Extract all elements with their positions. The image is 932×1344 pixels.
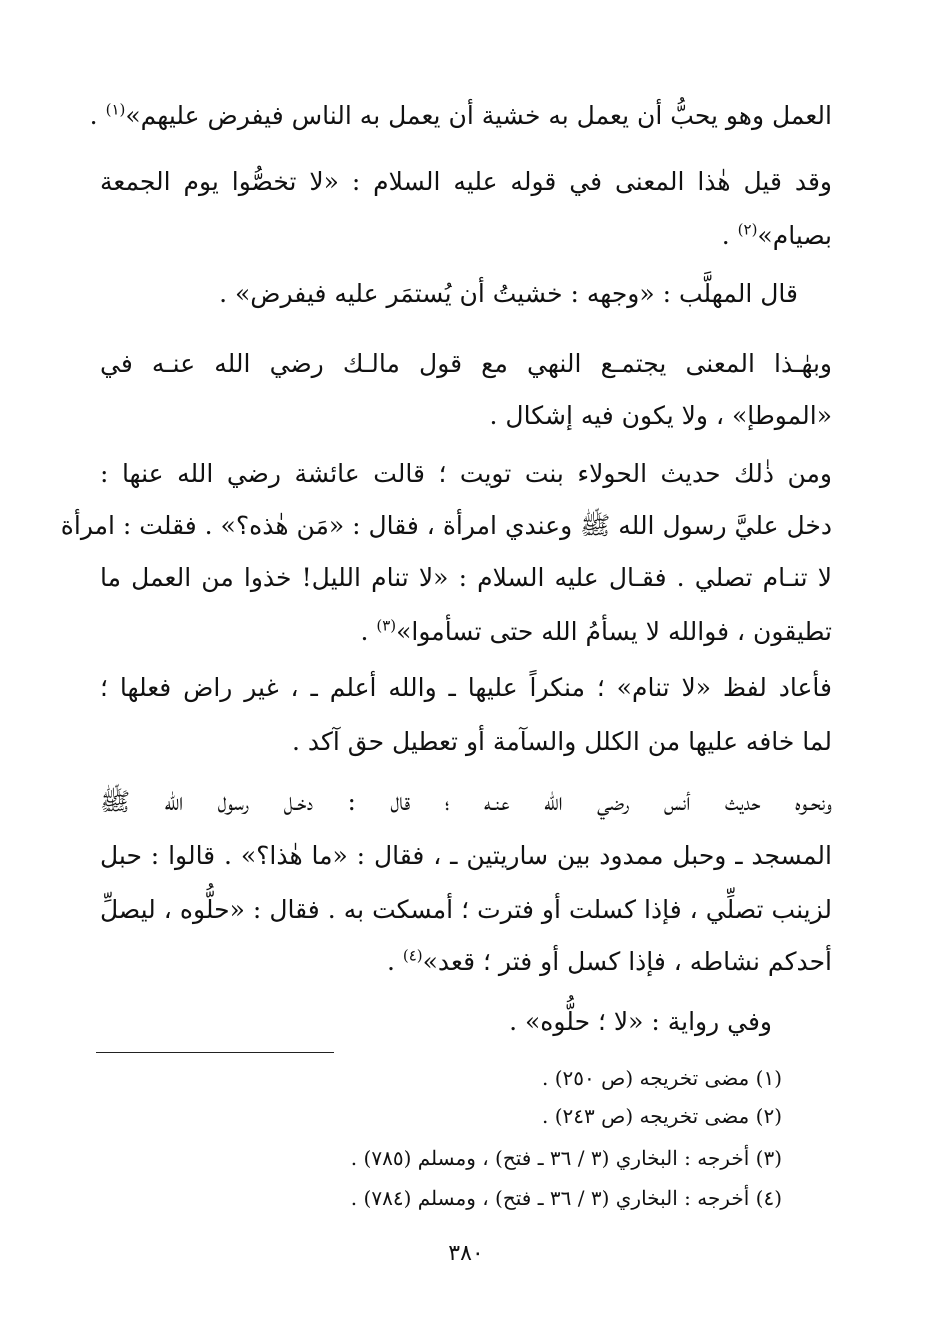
footnote-2: (٢) مضى تخريجه (ص ٢٤٣) . <box>542 1104 782 1128</box>
body-line-13: ونحـوه حديث أنس رضي الله عنـه ؛ قال : دخـل رسول الله ﷺ <box>100 787 832 816</box>
body-line-11: فأعاد لفظ «لا تنام» ؛ منكراً عليها ـ والله أعلم ـ ، غير راض فعلها ؛ <box>100 673 832 702</box>
body-line-5: وبهٰـذا المعنى يجتمـع النهي مع قول مالـك رضي الله عنـه في <box>100 349 832 378</box>
body-line-15: لزينب تصلِّي ، فإذا كسلت أو فترت ؛ أمسكت به . فقال : «حلُّوه ، ليصلِّ <box>100 895 832 924</box>
footnote-3: (٣) أخرجه : البخاري (٣ / ٣٦ ـ فتح) ، ومسلم (٧٨٥) . <box>350 1146 782 1170</box>
body-line-1-text: العمل وهو يحبُّ أن يعمل به خشية أن يعمل به الناس فيفرض عليهم» <box>125 101 832 130</box>
footnote-ref-2[interactable]: (٢) <box>737 220 758 239</box>
footnote-ref-1[interactable]: (١) <box>105 100 126 119</box>
body-line-10 <box>100 602 832 662</box>
body-line-1-end: . <box>89 101 106 130</box>
body-line-16-end: . <box>386 947 403 976</box>
body-line-3-end: . <box>721 221 738 250</box>
footnote-ref-4[interactable]: (٤) <box>402 946 423 965</box>
page-number: ٣٨٠ <box>448 1241 484 1266</box>
body-line-10-text: تطيقون ، فوالله لا يسأمُ الله حتى تسأموا» <box>396 617 832 646</box>
body-line-3-text: بصيام» <box>757 221 832 250</box>
body-line-3 <box>100 206 832 266</box>
body-line-2: وقد قيل هٰذا المعنى في قوله عليه السلام : «لا تخصُّوا يوم الجمعة <box>100 167 832 196</box>
body-line-8: دخل عليَّ رسول الله ﷺ وعندي امرأة ، فقال : «مَن هٰذه؟» . فقلت : امرأة <box>60 511 832 540</box>
footnote-separator <box>96 1052 334 1053</box>
body-line-4: قال المهلَّب : «وجهه : خشيتُ أن يُستمَر عليه فيفرض» . <box>219 279 798 308</box>
body-line-7: ومن ذٰلك حديث الحولاء بنت تويت ؛ قالت عائشة رضي الله عنها : <box>100 459 832 488</box>
body-line-17: وفي رواية : «لا ؛ حلُّوه» . <box>509 1007 772 1036</box>
footnote-1: (١) مضى تخريجه (ص ٢٥٠) . <box>542 1066 782 1090</box>
body-line-9: لا تنـام تصلي . فقـال عليه السلام : «لا تنام الليل! خذوا من العمل ما <box>100 563 832 592</box>
body-line-12: لما خافه عليها من الكلل والسآمة أو تعطيل حق آكد . <box>291 727 832 756</box>
body-line-14: المسجد ـ وحبل ممدود بين ساريتين ـ ، فقال : «ما هٰذا؟» . قالوا : حبل <box>100 841 832 870</box>
body-line-1 <box>89 86 832 146</box>
footnote-4: (٤) أخرجه : البخاري (٣ / ٣٦ ـ فتح) ، ومسلم (٧٨٤) . <box>350 1186 782 1210</box>
body-line-10-end: . <box>360 617 377 646</box>
body-line-16-text: أحدكم نشاطه ، فإذا كسل أو فتر ؛ قعد» <box>422 947 832 976</box>
body-line-16 <box>100 932 832 992</box>
body-line-6: «الموطإ» ، ولا يكون فيه إشكال . <box>489 401 832 430</box>
footnote-ref-3[interactable]: (٣) <box>376 616 397 635</box>
